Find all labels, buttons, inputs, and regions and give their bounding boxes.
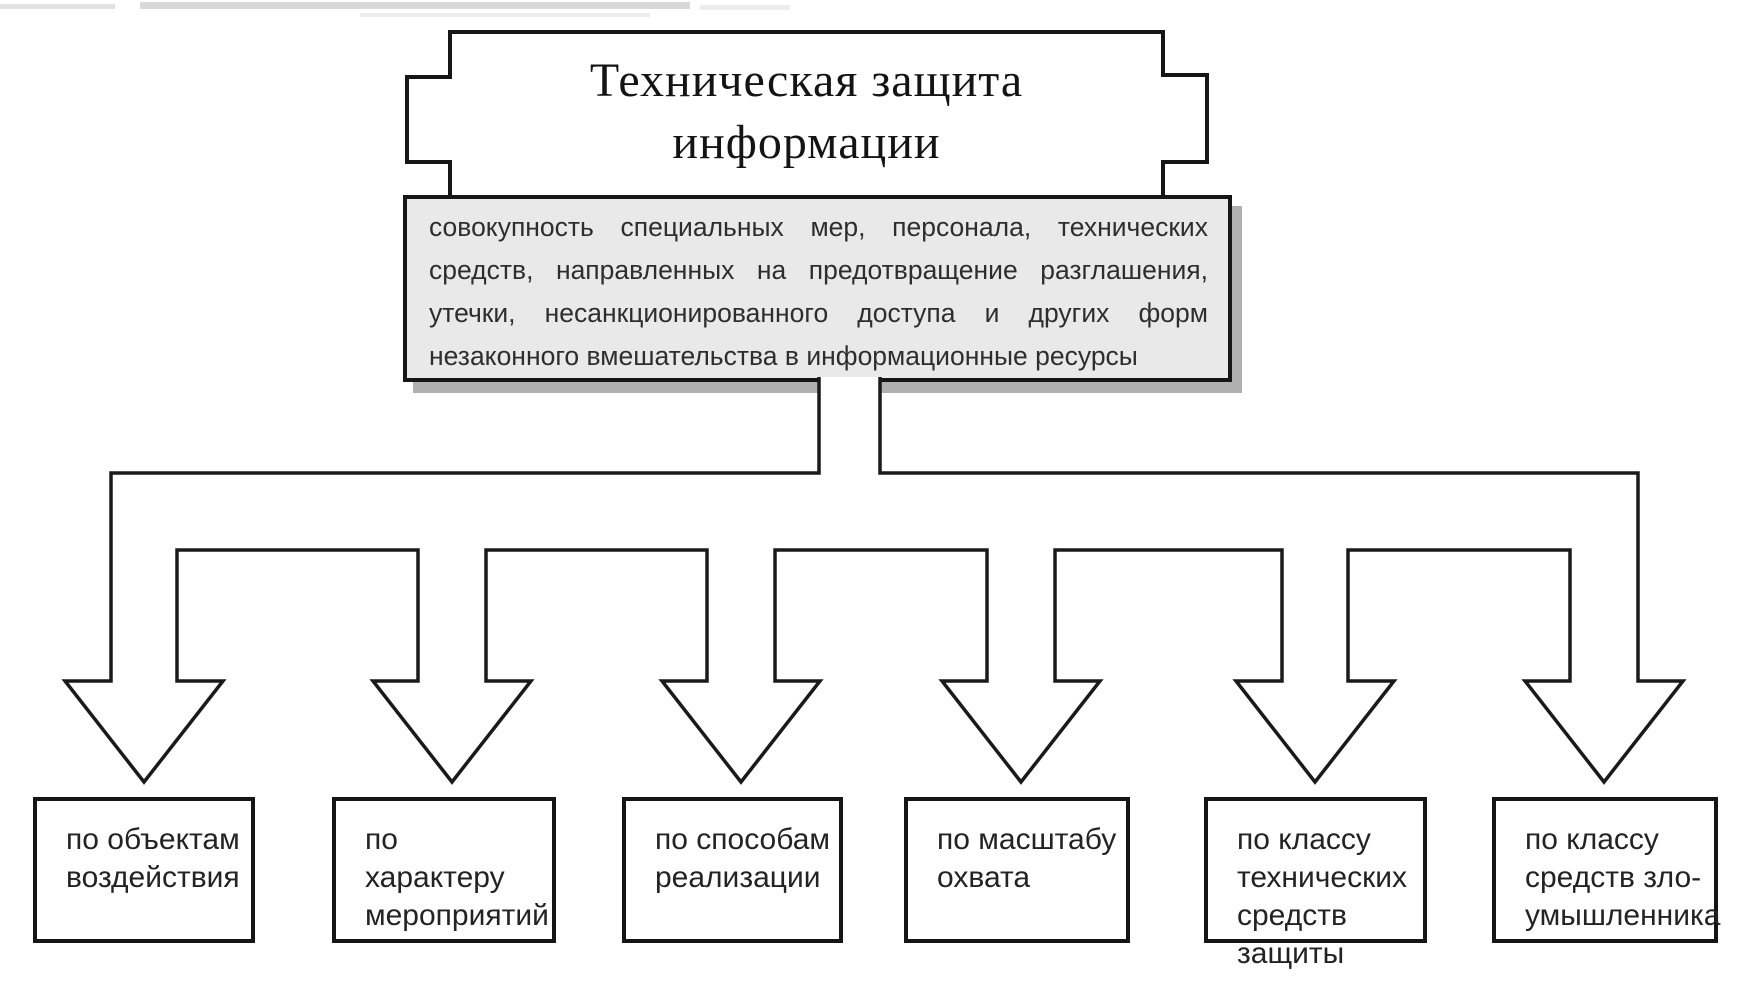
title-box: [450, 50, 1163, 190]
category-line: по характеру: [365, 823, 505, 894]
category-line: воздействия: [66, 861, 240, 894]
title-line-1: Техническая защита: [589, 54, 1024, 107]
category-line: охвата: [937, 861, 1031, 894]
description-line: утечки, несанкционированного доступа и других форм: [429, 298, 1208, 328]
category-box-scale: [904, 797, 1130, 943]
category-box-protection-class: [1204, 797, 1427, 970]
category-line: средств зло-: [1525, 861, 1702, 894]
description-box: [403, 195, 1232, 382]
category-box-objects: [33, 797, 255, 943]
category-box-intruder-class: [1492, 797, 1721, 943]
category-line: мероприятий: [365, 899, 549, 932]
description-line: средств, направленных на предотвращение разглашения,: [429, 255, 1208, 285]
category-line: по классу: [1237, 823, 1371, 856]
title-line-2: информации: [672, 116, 941, 169]
category-line: умышленника: [1525, 899, 1721, 932]
category-line: по объектам: [66, 823, 240, 856]
category-line: технических: [1237, 861, 1407, 894]
category-box-character: [332, 797, 556, 943]
description-line: незаконного вмешательства в информационные ресурсы: [429, 341, 1138, 371]
category-line: средств защиты: [1237, 899, 1347, 970]
category-box-methods: [622, 797, 843, 943]
category-line: по классу: [1525, 823, 1659, 856]
category-line: по способам: [655, 823, 831, 856]
description-line: совокупность специальных мер, персонала, технических: [429, 212, 1208, 242]
category-line: по масштабу: [937, 823, 1117, 856]
category-line: реализации: [655, 861, 821, 894]
